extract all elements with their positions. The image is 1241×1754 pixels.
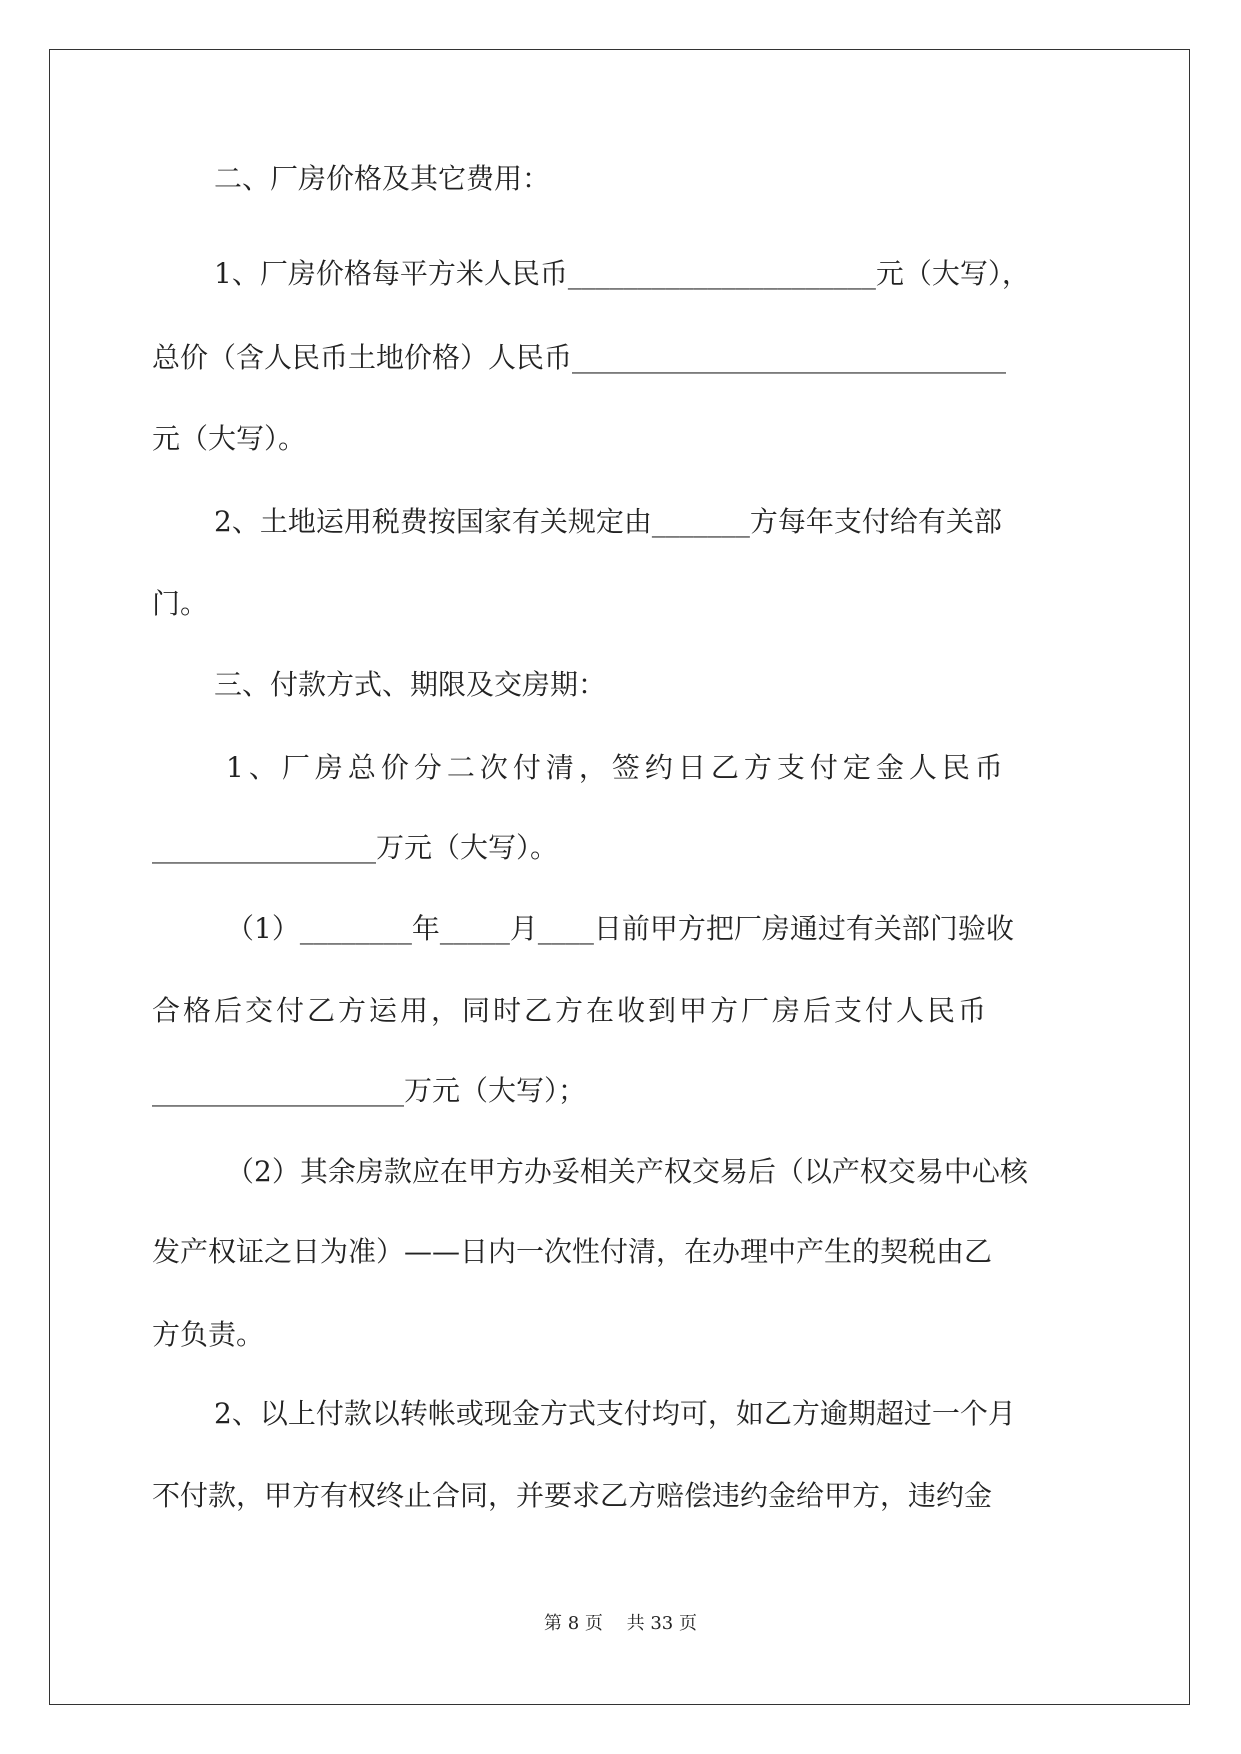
clause-text: （2）其余房款应在甲方办妥相关产权交易后（以产权交易中心核 (226, 1155, 1028, 1188)
section-heading-payment: 三、付款方式、期限及交房期： (214, 668, 607, 701)
clause-text: 1、厂房价格每平方米人民币______________________元（大写）， (214, 257, 1030, 290)
clause-text: ________________万元（大写）。 (152, 831, 559, 864)
clause-text: 2、土地运用税费按国家有关规定由_______方每年支付给有关部 (214, 505, 1002, 538)
clause-text: __________________万元（大写）； (152, 1074, 587, 1107)
section-heading-price: 二、厂房价格及其它费用： (214, 162, 551, 195)
clause-text: 2、以上付款以转帐或现金方式支付均可，如乙方逾期超过一个月 (214, 1397, 1016, 1430)
page-border (49, 49, 1190, 1705)
page-number-footer: 第 8 页 共 33 页 (544, 1613, 697, 1634)
clause-text: 元（大写）。 (152, 422, 307, 455)
clause-text: 方负责。 (152, 1318, 265, 1351)
clause-text: 合格后交付乙方运用，同时乙方在收到甲方厂房后支付人民币 (152, 994, 990, 1027)
clause-text: 总价（含人民币土地价格）人民币_______________________________ (152, 341, 1007, 374)
clause-text: 门。 (152, 587, 209, 620)
clause-text: 发产权证之日为准）——日内一次性付清，在办理中产生的契税由乙 (152, 1235, 993, 1268)
clause-text: 1、厂房总价分二次付清，签约日乙方支付定金人民币 (226, 751, 1008, 784)
clause-text: 不付款，甲方有权终止合同，并要求乙方赔偿违约金给甲方，违约金 (152, 1479, 993, 1512)
clause-text: （1）________年_____月____日前甲方把厂房通过有关部门验收 (226, 912, 1014, 945)
